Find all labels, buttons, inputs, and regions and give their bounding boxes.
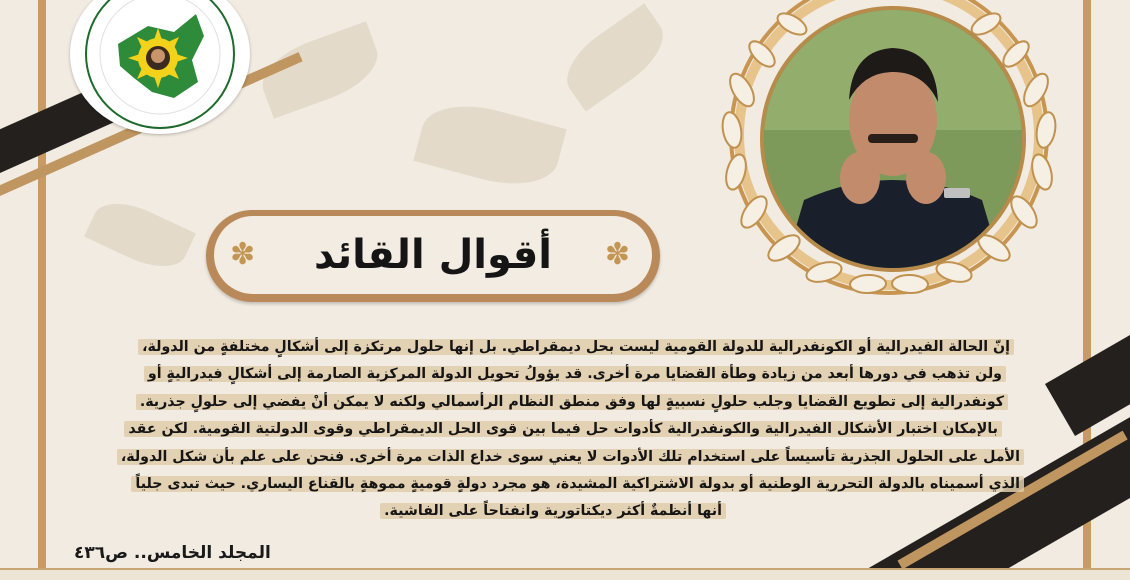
quote-line — [60, 361, 1080, 388]
portrait-photo — [764, 10, 1022, 268]
frame-bar-left — [38, 0, 46, 580]
quote-line-text: بالإمكان اختبار الأشكال الفيدرالية والكونفدرالية كأدوات حل فيما بين قوى الحل الديمقراطي وقوى الدولتية القومية. لكن عقد — [124, 421, 1002, 437]
quote-line — [60, 471, 1080, 498]
source-citation: المجلد الخامس.. ص٤٣٦ — [74, 543, 271, 563]
background-leaf — [554, 3, 676, 111]
quote-line — [60, 416, 1080, 443]
quote-line — [60, 334, 1080, 361]
logo-emblem-icon — [70, 0, 250, 134]
quote-line-text: ولن تذهب في دورها أبعد من زيادة وطأة القضايا مرة أخرى. قد يؤولُ تحويل الدولة المركزية الصارمة إلى أشكالٍ فيدراليةٍ أو — [144, 366, 1006, 382]
quote-line — [60, 498, 1080, 525]
portrait-frame — [688, 0, 1058, 320]
quote-line-text: إنّ الحالة الفيدرالية أو الكونفدرالية للدولة القومية ليست بحل ديمقراطي. بل إنها حلول مرتكزة إلى أشكالٍ مختلفةٍ من الدولة، — [138, 339, 1014, 355]
asterisk-ornament-icon: ✽ — [604, 237, 630, 272]
background-leaf — [413, 93, 566, 197]
quote-line — [60, 389, 1080, 416]
quote-line-text: كونفدرالية إلى تطويع القضايا وجلب حلولٍ نسبيةٍ لها وفق منطق النظام الرأسمالي ولكنه لا يمكن أنْ يفضي إلى حلولٍ جذرية. — [136, 394, 1008, 410]
quote-line-text: أنها أنظمةٌ أكثر ديكتاتورية وانفتاحاً على الفاشية. — [380, 503, 726, 519]
quote-line — [60, 444, 1080, 471]
leader-portrait — [760, 6, 1026, 272]
background-leaf — [84, 191, 196, 279]
page-title: أقوال القائد — [314, 232, 552, 278]
quote-body — [60, 334, 1080, 526]
bottom-band — [0, 568, 1130, 580]
title-banner-inner — [214, 216, 652, 294]
asterisk-ornament-icon: ✽ — [230, 237, 256, 272]
title-banner — [206, 210, 660, 302]
initiative-logo — [70, 0, 250, 134]
quote-line-text: الذي أسميناه بالدولة التحررية الوطنية أو بدولة الاشتراكية المشيدة، هو مجرد دولةٍ قوميةٍ مموهةٍ بالقناع اليساري. حيث تبدى جلياً — [131, 476, 1024, 492]
quote-line-text: الأمل على الحلول الجذرية تأسيساً على استخدام تلك الأدوات لا يعني سوى خداع الذات مرة أخرى. فنحن على علم بأن شكل الدولة، — [117, 449, 1024, 465]
